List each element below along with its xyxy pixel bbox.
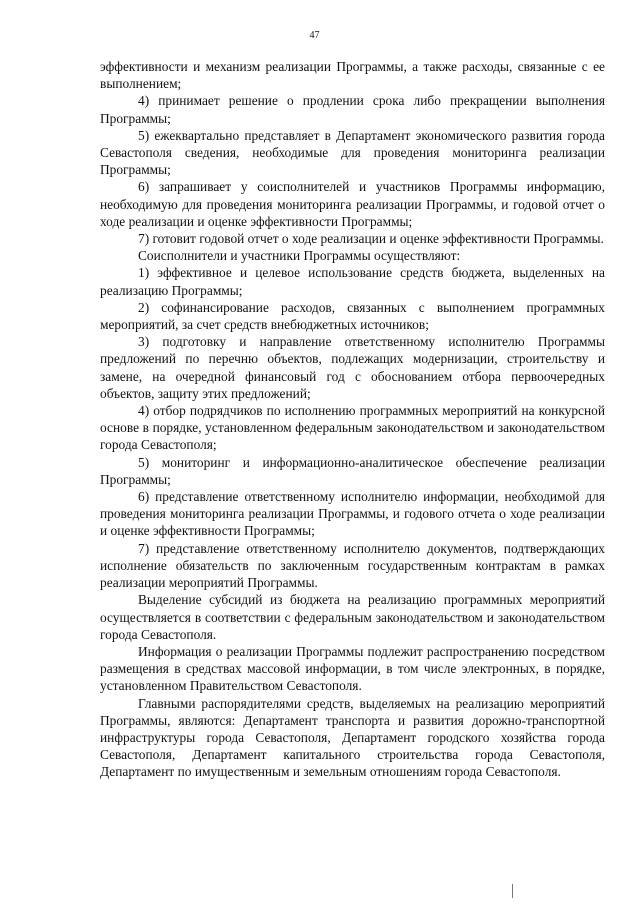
paragraph-15: Главными распорядителями средств, выделяемых на реализацию мероприятий Программы, являются: Департамент транспорта и развития дорожно-транспортной инфраструктуры города Севастополя, Департамент городского хозяйства города Севастополя, Департамент капитального строительства города Севастополя, Департамент по имущественным и земельным отношениям города Севастополя. — [100, 695, 605, 780]
paragraph-6: 1) эффективное и целевое использование средств бюджета, выделенных на реализацию Программы; — [100, 265, 605, 298]
paragraph-13: Выделение субсидий из бюджета на реализацию программных мероприятий осуществляется в соответствии с федеральным законодательством и законодательством города Севастополя. — [100, 592, 605, 642]
paragraph-7: 2) софинансирование расходов, связанных с выполнением программных мероприятий, за счет средств внебюджетных источников; — [100, 299, 605, 333]
paragraph-12: 7) представление ответственному исполнителю документов, подтверждающих исполнение обязательств по заключенным государственным контрактам в рамках реализации мероприятий Программы. — [100, 540, 605, 591]
paragraph-14: Информация о реализации Программы подлежит распространению посредством размещения в средствах массовой информации, в том числе электронных, в порядке, установленном Правительством Севастополя. — [100, 643, 605, 694]
paragraph-9: 4) отбор подрядчиков по исполнению программных мероприятий на конкурсной основе в порядке, установленном федеральным законодательством и законодательством города Севастополя; — [100, 403, 605, 453]
paragraph-0: эффективности и механизм реализации Программы, а также расходы, связанные с ее выполнением; — [100, 59, 605, 92]
paragraph-3: 6) запрашивает у соисполнителей и участников Программы информацию, необходимую для проведения мониторинга реализации Программы, и годовой отчет о ходе реализации и оценке эффективности Программы; — [100, 179, 605, 229]
paragraph-2: 5) ежеквартально представляет в Департамент экономического развития города Севастополя сведения, необходимые для проведения мониторинга реализации Программы; — [100, 127, 605, 178]
scan-artifact — [512, 884, 513, 898]
paragraph-11: 6) представление ответственному исполнителю информации, необходимой для проведения мониторинга реализации Программы, и годового отчета о ходе реализации и оценке эффективности Программы; — [100, 489, 605, 539]
paragraph-10: 5) мониторинг и информационно-аналитическое обеспечение реализации Программы; — [100, 454, 605, 487]
paragraph-1: 4) принимает решение о продлении срока либо прекращении выполнения Программы; — [100, 93, 605, 126]
page-number: 47 — [309, 30, 320, 41]
paragraph-8: 3) подготовку и направление ответственному исполнителю Программы предложений по перечню объектов, подлежащих модернизации, строительству и замене, на очередной финансовый год с обоснованием отбора первоочередных объектов, защиту этих предложений; — [100, 334, 605, 401]
paragraph-5: Соисполнители и участники Программы осуществляют: — [138, 248, 461, 264]
document-body — [100, 58, 605, 781]
paragraph-4: 7) готовит годовой отчет о ходе реализации и оценке эффективности Программы. — [138, 231, 604, 247]
